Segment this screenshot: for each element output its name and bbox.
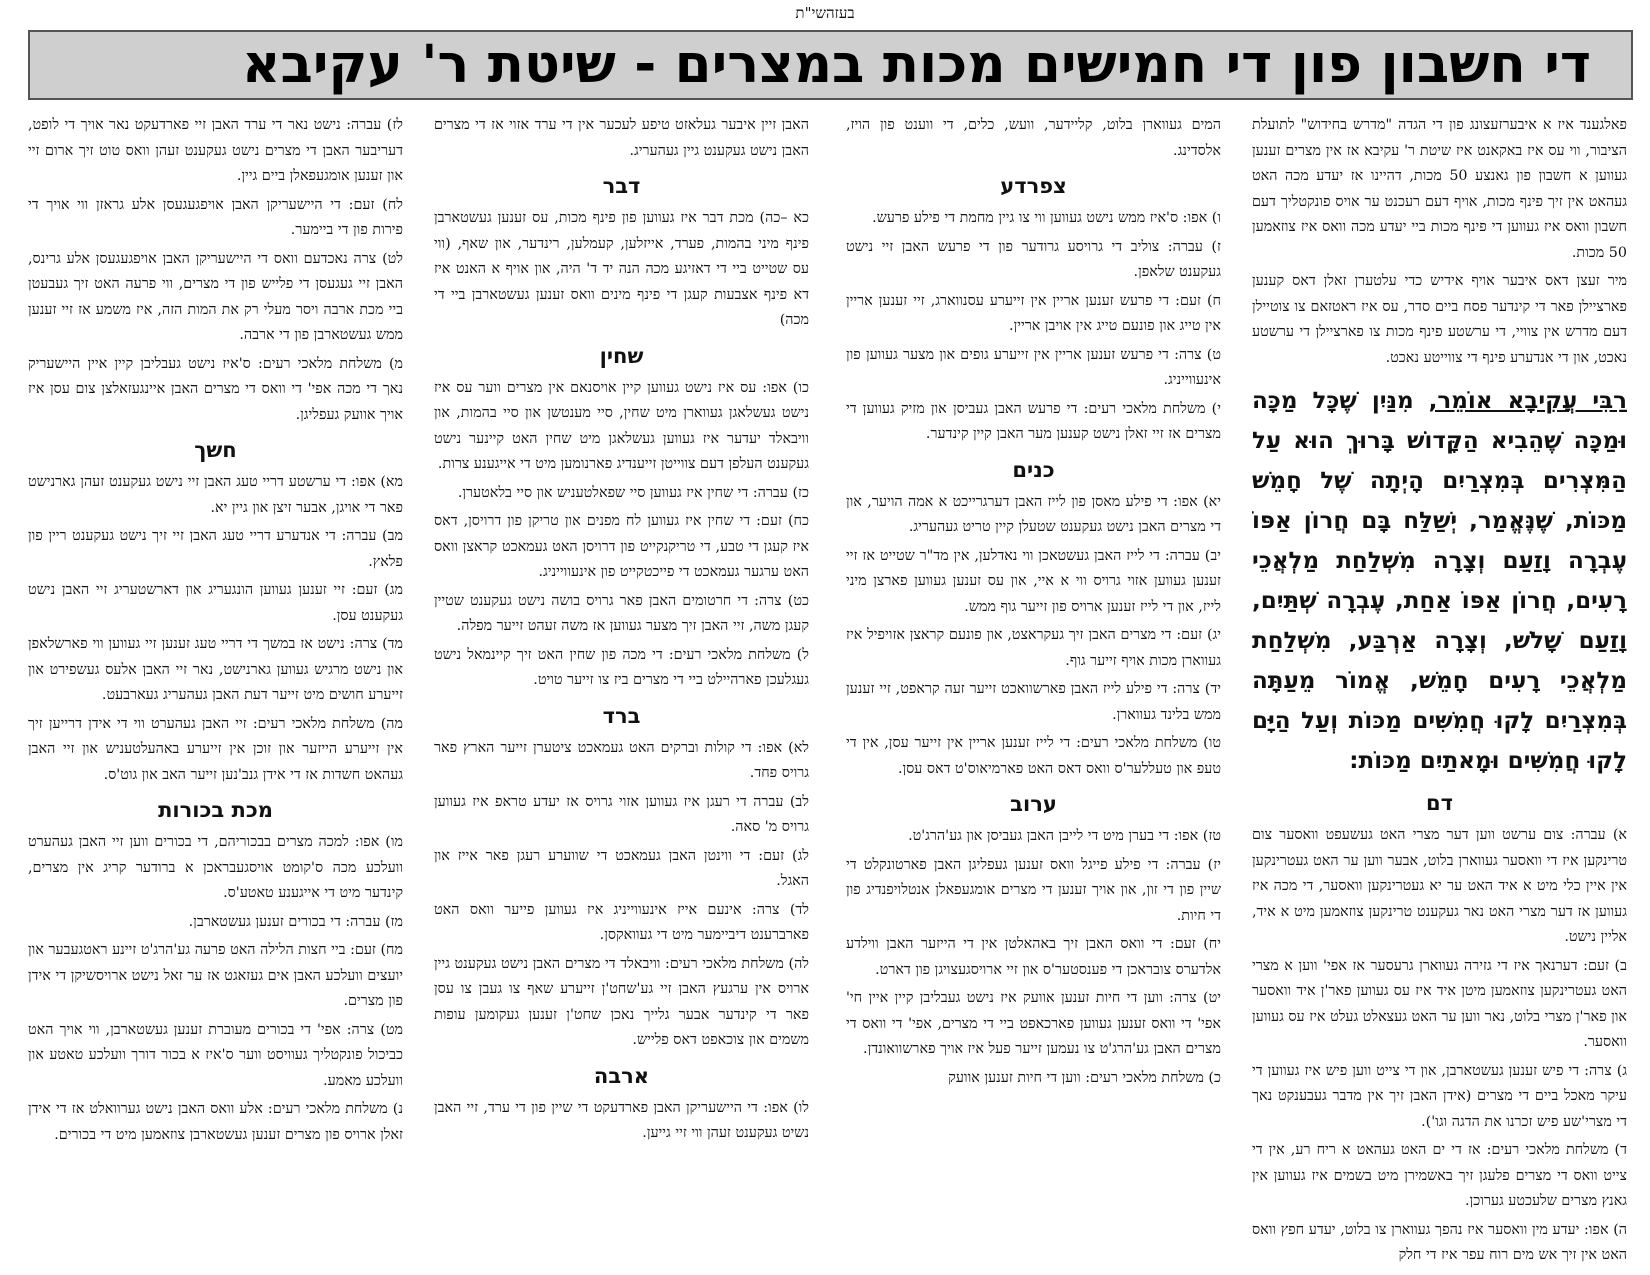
plague-paragraph: נ) משלחת מלאכי רעים: אלע וואס האבן נישט גערוואלט אז די אידן זאלן ארויס פון מצרים זענען געשטארבן צוזאמען מיט די בכורים. [28,1101,403,1143]
plague-paragraph: מד) צרה: נישט אז במשך די דריי טעג זענען זיי געווען ווי פארשלאפן און נישט מרגיש געווען גארנישט, נאר זיי האבן אלעס געשפירט און זייערע חושים מיט זייער דעת האבן געהעריג געארבעט. [28,636,403,703]
plague-paragraph: כח) זעם: די שחין איז געווען לח מפנים און טריקן פון דרויסן, דאס איז קעגן די טבע, די טריקנקייט פון דרויסן האט געמאכט קראצן וואס האט ערגער געמאכט די פייכטקייט פון אינעווייניג. [434,513,809,580]
plague-paragraph: ו) אפו: ס'איז ממש נישט געווען ווי צו גיין מחמת די פילע פרעש. [872,210,1221,226]
plague-paragraph: כט) צרה: די חרטומים האבן פאר גרויס בושה נישט געקענט שטיין קעגן משה, זיי האבן זיך מצער געווען אז משה זעהט זייער מפלה. [434,592,809,634]
plague-paragraph: ז) עברה: צוליב די גרויסע גרודער פון די פרעש האבן זיי נישט געקענט שלאפן. [846,238,1221,280]
plague-paragraph: י) משלחת מלאכי רעים: די פרעש האבן געביסן און מזיק געווען די מצרים אז זיי זאלן נישט קענען מער האבן קיין קינדער. [846,400,1221,442]
plague-paragraph: ג) צרה: די פיש זענען געשטארבן, און די צייט ווען פיש איז געווען די עיקר מאכל ביים די מצרים (אידן האבן זיך אין מדבר געבענקט נאך די מצרי'שע פיש זכרנו את הדגה וגו'). [1252,1062,1627,1130]
hagada-quote [1252,381,1627,781]
intro-paragraph: פאלגענד איז א איבערזעצונג פון די הגדה "מדרש בחידוש" לתועלת הציבור, ווי עס איז באקאנט איז שיטת ר' עקיבא אז אין מצרים זענען געווען א חשבון פון גאנצע 50 מכות, דהיינו אז יעדע מכה האט געהאט אין זיך פינף מכות, אויף דעם רעכנט ער אויס פונקטליך דעם חשבון וואס איז געווען די פינף מכות ביי יעדע מכה וואס איז צוזאמען 50 מכות. [1252,117,1627,261]
top-note: בעזהשי"ת [795,4,855,22]
plague-paragraph: א) עברה: צום ערשט ווען דער מצרי האט געשעפט וואסער צום טרינקען איז די וואסער געווארן בלוט, אבער ווען ער האט געטרינקען אין איין כלי מיט א איד האט ער יא געטרינקען וואסער, די מכה איז געווען אז דער מצרי האט נאר געקענט טרינקען צוזאמען מיט א איד, אליין נישט. [1252,827,1627,945]
plague-paragraph: לט) צרה נאכדעם וואס די היישעריקן האבן אויפגעגעסן אלע גרינס, האבן זיי געגעסן די פלייש פון די מצרים, ווי פרעה האט זיך געבעטן ביי מכת ארבה ויסר מעלי רק את המות הזה, איז משמע אז זיי זענען ממש געשטארבן פון די ארבה. [28,250,403,343]
plague-paragraph: המים געווארן בלוט, קליידער, וועש, כלים, די ווענט פון הויז, אלסדינג. [846,117,1221,159]
section-title-kinim: כנים [1012,457,1055,482]
plague-paragraph: מג) זעם: זיי זענען געווען הונגעריג און דארשטעריג זיי האבן נישט געקענט עסן. [28,582,403,624]
plague-paragraph: מה) משלחת מלאכי רעים: זיי האבן געהערט ווי די אידן דרייען זיך אין זייערע הייזער און זוכן אין זייערע באהעלטעניש און זיי האבן געהאט חשדות אז די אידן גנב'נען זייער האב און גוט'ס. [28,715,403,783]
plague-paragraph: לד) צרה: אינעם אייז אינעווייניג איז געווען פייער וואס האט פארברענט דיביימער מיט די געוואקסן. [434,901,809,943]
plague-paragraph: מט) צרה: אפי' די בכורים מעוברת זענען געשטארבן, ווי אויך האט כביכול פונקטליך געוויסט ווער ס'איז א בכור דורך וועלכע טאטע און וועלכע מאמע. [28,1021,403,1089]
plague-paragraph: ח) זעם: די פרעש זענען אריין אין זייערע עסנווארג, זיי זענען אריין אין טייג און פונעם טייג אין אויבן אריין. [846,292,1221,334]
plague-paragraph: יז) עברה: די פילע פייגל וואס זענען געפליגן האבן פארטונקלט די שיין פון די זון, און אויך זענען די מצרים אומגעפאלן אנטלויפנדיג פון די חיות. [846,856,1221,924]
section-title-bechoros: מכת בכורות [158,798,273,822]
plague-paragraph: מ) משלחת מלאכי רעים: ס'איז נישט געבליבן קיין איין היישעריק נאך די מכה אפי' די וואס די מצרים האבן איינגעזאלצן צום עסן איז אויך אוועק געפליגן. [28,355,403,423]
plague-paragraph: ה) אפו: יעדע מין וואסער איז נהפך געווארן צו בלוט, יעדע חפץ וואס האט אין זיך אש מים רוח עפר איז די חלק [1252,1221,1627,1263]
plague-paragraph: מו) אפו: למכה מצרים בבכוריהם, די בכורים ווען זיי האבן געהערט וועלכע מכה ס'קומט אויסגעבראכן א ברודער קריג אין מצרים, קינדער מיט די אייגענע טאטע'ס. [28,834,403,901]
intro-paragraph: מיר זעצן דאס איבער אויף אידיש כדי עלטערן זאלן דאס קענען פארציילן פאר די קינדער פסח ביים סדר, עס איז ראטזאם צו צוטיילן דעם מדרש אין צוויי, די ערשטע פינף מכות צו פארציילן די ערשטע נאכט, און די אנדערע פינף די צווייטע נאכט. [1252,273,1627,366]
plague-paragraph: לב) עברה די רעגן איז געווען אזוי גרויס אז יעדע טראפ איז געווען גרויס מ' סאה. [434,793,809,835]
column-1 [1252,113,1627,1268]
plague-paragraph: לח) זעם: די היישעריקן האבן אויפגעגעסן אלע גראזן ווי אויך די פירות פון די ביימער. [28,196,403,238]
plague-paragraph: האבן זיין איבער געלאזט טיפע לעכער אין די ערד אזוי אז די מצרים האבן נישט געקענט גיין געהעריג. [434,117,809,159]
plague-paragraph: לו) אפו: די היישעריקן האבן פארדעקט די שיין פון די ערד, זיי האבן נשיט געקענט זעהן ווי זיי גייען. [434,1099,809,1141]
column-4 [28,113,403,1268]
plague-paragraph: יג) זעם: די מצרים האבן זיך געקראצט, און פונעם קראצן אזויפיל איז געווארן מכות אויף זייער גוף. [846,627,1221,669]
plague-paragraph: ל) משלחת מלאכי רעים: די מכה פון שחין האט זיך קיינמאל נישט געגלעכן פארהיילט ביי די מצרים ביז צו זייער טויט. [434,646,809,688]
section-title-tzfardea: צפרדע [1000,174,1067,198]
plague-paragraph: יד) צרה: די פילע לייז האבן פארשוואכט זייער זעה קראפט, זיי זענען ממש בלינד געווארן. [846,681,1221,723]
plague-paragraph: יח) זעם: די וואס האבן זיך באהאלטן אין די הייזער האבן ווילדע אלדערס צובראכן די פענסטער'ס און זיי ארויסגעצויגן פון דארט. [846,936,1221,978]
section-title-shechin: שחין [599,343,644,368]
plague-paragraph: כז) עברה: די שחין איז געווען סיי שפאלטעניש און סיי בלאטערן. [457,484,809,501]
plague-paragraph: כו) אפו: עס איז נישט געווען קיין אויסנאם אין מצרים ווער עס איז נישט געשלאגן געווארן מיט שחין, סיי מענטשן און סיי בהמות, און וויבאלד יעדער איז געווען געשלאגן מיט שחין האט קיינער נישט געקענט העלפן דעם צווייטן זייענדיג פארנומען מיט די אייגענע צרות. [434,379,809,472]
plague-paragraph: מז) עברה: די בכורים זענען געשטארבן. [188,913,403,930]
plague-paragraph: טו) משלחת מלאכי רעים: די לייז זענען אריין אין זייער עסן, אין די טעפ און טעללער'ס וואס דאס האט פארמיאוס'ט דאס עסן. [846,735,1221,777]
plague-paragraph: כא –כה) מכת דבר איז געווען פון פינף מכות, עס זענען געשטארבן פינף מיני בהמות, פערד, אייזלען, קעמלען, רינדער, און שאף, (ווי עס שטייט ביי די דאזיגע מכה הנה יד ד' היה, און אויף א האנט איז דא פינף אצבעות קעגן די פינף מינים וואס זענען געשטארבן ביי די מכה) [434,210,809,328]
plague-paragraph: כ) משלחת מלאכי רעים: ווען די חיות זענען אוועק [948,1069,1221,1086]
plague-paragraph: טז) אפו: די בערן מיט די לייבן האבן געביסן און גע'הרג'ט. [908,828,1221,844]
plague-paragraph: לה) משלחת מלאכי רעים: וויבאלד די מצרים האבן נישט געקענט גיין ארויס אין ערגעץ האבן זיי גע'שחט'ן זייערע שאף צו געבן צו עסן פאר די קינדער אבער גלייך נאכן שחט'ן זענען געקומען עופות משמים און צוכאפט דאס פלייש. [434,955,809,1048]
page-title: די חשבון פון די חמישים מכות במצרים - שיטת ר' עקיבא [241,34,1591,95]
section-title-arbeh: ארבה [593,1063,650,1088]
section-title-arov: ערוב [1010,792,1057,816]
plague-paragraph: לז) עברה: נישט נאר די ערד האבן זיי פארדעקט נאר אויך די לופט, דעריבער האבן די מצרים נישט געקענט זעהן וואס טוט זיך ארום זיי און זענען אומגעפאלן ביים גיין. [28,117,403,184]
plague-paragraph: ט) צרה: די פרעש זענען אריין אין זייערע גופים און מצער געווען פון אינעווייניג. [846,346,1221,388]
column-3 [434,113,809,1268]
plague-paragraph: מב) עברה: די אנדערע דריי טעג האבן זיי זיך נישט געקענט ריין פון פלאץ. [28,528,403,570]
quote-opening: רַבִּי עֲקִיבָא אוֹמֵר, [1428,388,1627,414]
plague-paragraph: מח) זעם: ביי חצות הלילה האט פרעה גע'הרג'ט זיינע ראטגעבער און יועצים וועלכע האבן אים געזאגט אז ער זאל נישט ארויסשיקן די אידן פון מצרים. [28,942,403,1009]
title-banner [28,30,1633,100]
plague-paragraph: ב) זעם: דערנאך איז די גזירה געווארן גרעסער אז אפי' ווען א מצרי האט געטרינקען צוזאמען מיטן איד איז עס געווען פאר'ן איד וואסער און פאר'ן מצרי בלוט, נאר ווען ער האט געצאלט געלט איז עס געווען וואסער. [1252,957,1627,1050]
plague-paragraph: לא) אפו: די קולות וברקים האט געמאכט ציטערן זייער הארץ פאר גרויס פחד. [434,739,809,781]
section-title-barad: ברד [602,703,641,728]
column-2 [846,113,1221,1268]
section-title-choshech: חשך [194,438,237,462]
section-title-dever: דבר [602,174,641,198]
plague-paragraph: ד) משלחת מלאכי רעים: אז די ים האט געהאט א ריח רע, אין די צייט וואס די מצרים פלעגן זיך באשמירן מיט בשמים איז געווען אין גאנץ מצרים שלעכטע גערוכן. [1252,1142,1627,1209]
plague-paragraph: יא) אפו: די פילע מאסן פון לייז האבן דערגרייכט א אמה הויער, און די מצרים האבן נישט געקענט שטעלן קיין טריט געהעריג. [846,493,1221,535]
plague-paragraph: יב) עברה: די לייז האבן געשטאכן ווי נאדלען, אין מד"ר שטייט אז זיי זענען געווען אזוי גרויס ווי א איי, און עס זענען געווען פארצן מיני לייז, און די לייז זענען ארויס פון זייער גוף ממש. [846,547,1221,615]
plague-paragraph: יט) צרה: ווען די חיות זענען אוועק איז נישט געבליבן קיין איין חי' אפי' די וואס זענען געווען פארכאפט ביי די מצרים, אפי' די וואס די מצרים האבן גע'הרג'ט צו נעמען זייער פעל איז אויך פארשוואונדן. [846,990,1221,1057]
section-title-dam: דם [1426,791,1453,815]
plague-paragraph: לג) זעם: די ווינטן האבן געמאכט די שווערע רעגן פאר אייז און האגל. [434,847,809,889]
plague-paragraph: מא) אפו: די ערשטע דריי טעג האבן זיי נישט געקענט זעהן גארנישט פאר די אויגן, אבער זיצן און גיין יא. [28,474,403,516]
quote-body: מִנַּיִן שֶׁכָּל מַכָּה וּמַכָּה שֶׁהֵבִיא הַקָּדוֹשׁ בָּרוּךְ הוּא עַל הַמִּצְרִים בְּמִצְרַיִם הָיְתָה שֶׁל חָמֵשׁ מַכּוֹת, שֶׁנֶּאֱמַר, יְשַׁלַּח בָּם חֲרוֹן אַפּוֹ עֶבְרָה וָזַעַם וְצָרָה מִשְׁלַחַת מַלְאֲכֵי רָעִים, חֲרוֹן אַפּוֹ אַחַת, עֶבְרָה שְׁתַּיִם, וָזַעַם שָׁלֹשׁ, וְצָרָה אַרְבַּע, מִשְׁלַחַת מַלְאֲכֵי רָעִים חָמֵשׁ, אֱמוֹר מֵעַתָּה בְּמִצְרַיִם לָקוּ חֲמִשִּׁים מַכּוֹת וְעַל הַיָּם לָקוּ חֲמִשִּׁים וּמָאתַיִם מַכּוֹת: [1252,388,1627,774]
